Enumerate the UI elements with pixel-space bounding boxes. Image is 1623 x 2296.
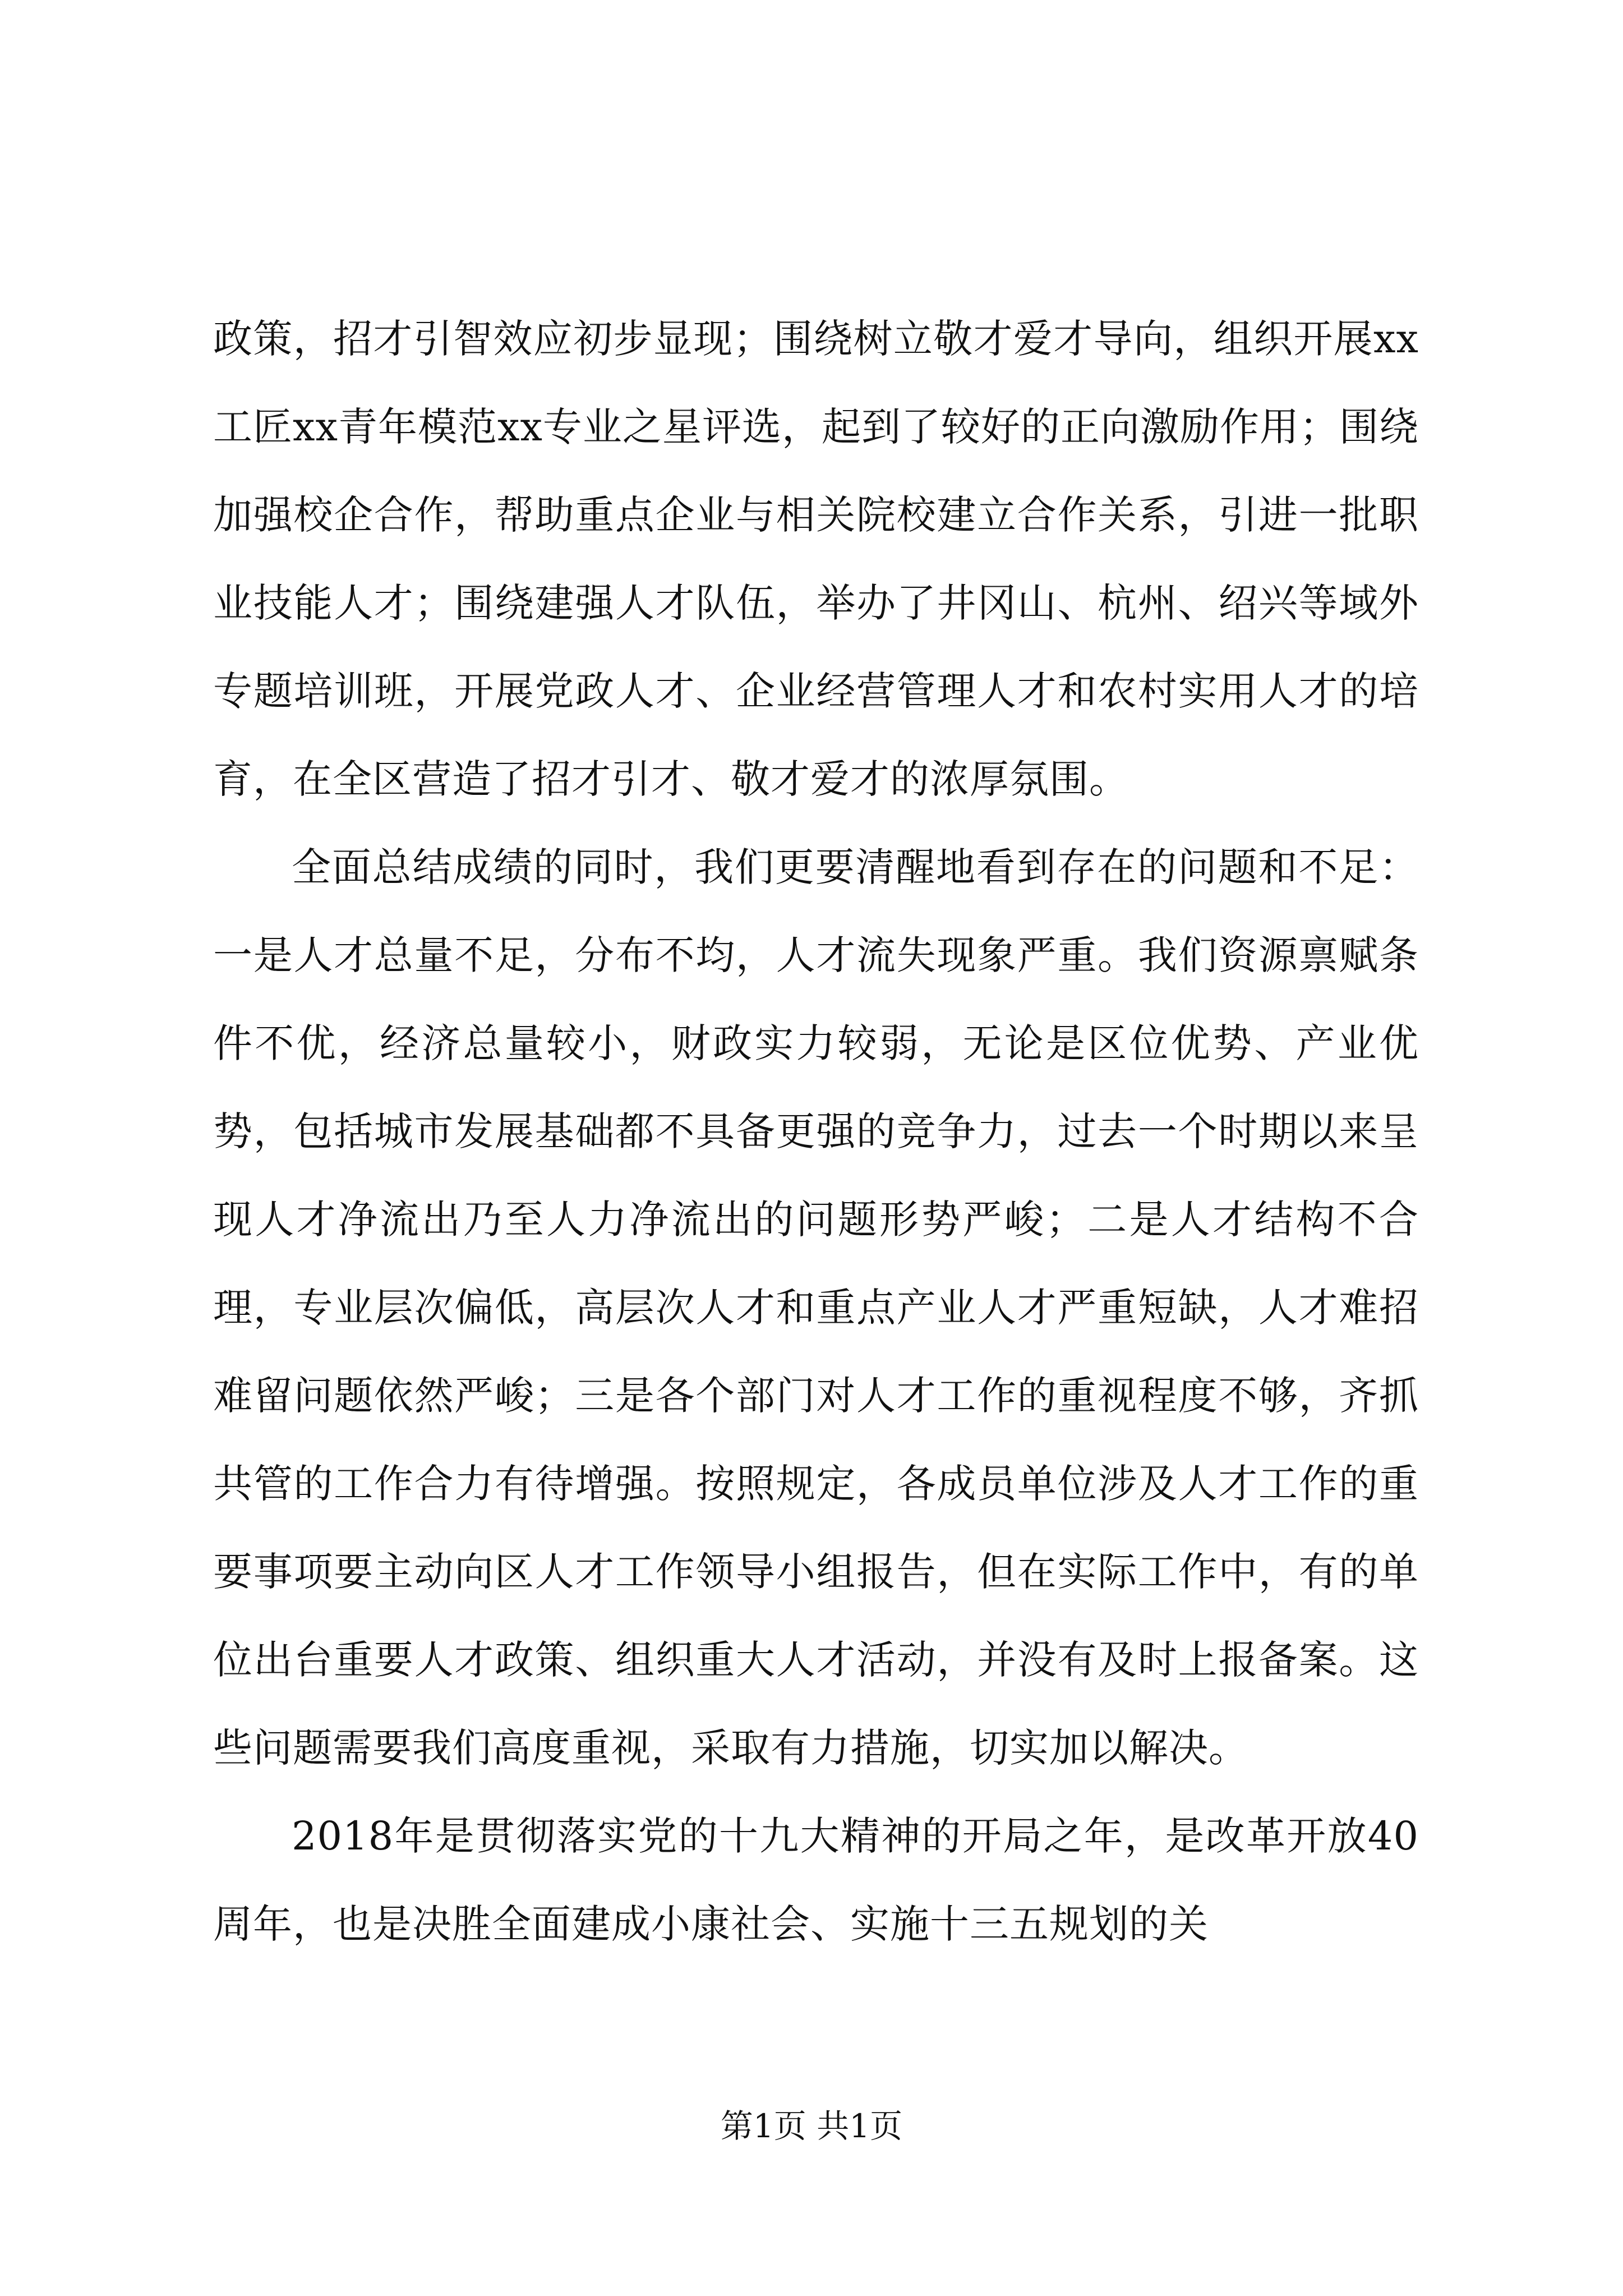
paragraph-problems: 全面总结成绩的同时，我们更要清醒地看到存在的问题和不足：一是人才总量不足，分布不均，人才流失现象严重。我们资源禀赋条件不优，经济总量较小，财政实力较弱，无论是区位优势、产业优势，包括城市发展基础都不具备更强的竞争力，过去一个时期以来呈现人才净流出乃至人力净流出的问题形势严峻；二是人才结构不合理，专业层次偏低，高层次人才和重点产业人才严重短缺，人才难招难留问题依然严峻；三是各个部门对人才工作的重视程度不够，齐抓共管的工作合力有待增强。按照规定，各成员单位涉及人才工作的重要事项要主动向区人才工作领导小组报告，但在实际工作中，有的单位出台重要人才政策、组织重大人才活动，并没有及时上报备案。这些问题需要我们高度重视，采取有力措施，切实加以解决。 [213,844,1419,1771]
document-body [213,295,1419,1968]
paragraph-2018: 2018年是贯彻落实党的十九大精神的开局之年，是改革开放40周年，也是决胜全面建成小康社会、实施十三五规划的关 [213,1813,1419,1947]
page-number-footer: 第1页 共1页 [720,2107,903,2145]
paragraph-continuation: 政策，招才引智效应初步显现；围绕树立敬才爱才导向，组织开展xx工匠xx青年模范xx专业之星评选，起到了较好的正向激励作用；围绕加强校企合作，帮助重点企业与相关院校建立合作关系，引进一批职业技能人才；围绕建强人才队伍，举办了井冈山、杭州、绍兴等域外专题培训班，开展党政人才、企业经营管理人才和农村实用人才的培育，在全区营造了招才引才、敬才爱才的浓厚氛围。 [213,316,1419,802]
